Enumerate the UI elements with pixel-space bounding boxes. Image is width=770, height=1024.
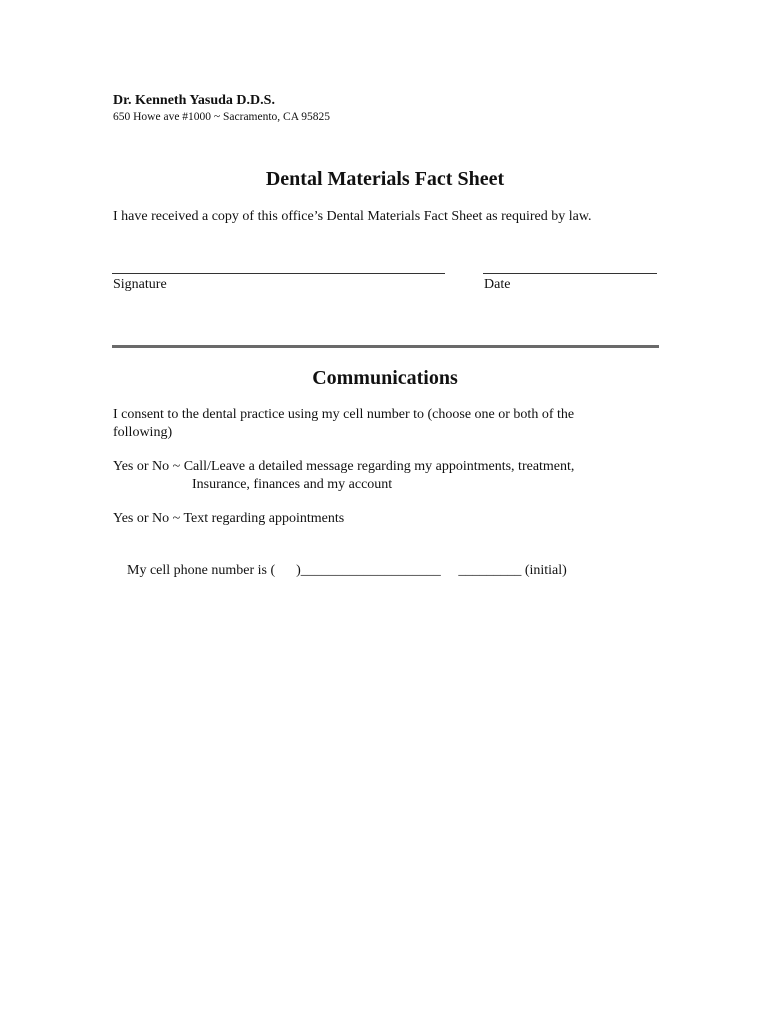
phone-number-blank[interactable]: )____________________ xyxy=(275,563,441,578)
call-option-line-1: Yes or No ~ Call/Leave a detailed message regarding my appointments, treatment, xyxy=(113,459,575,474)
phone-label: My cell phone number is ( xyxy=(127,563,276,578)
signature-line[interactable] xyxy=(112,273,445,274)
doctor-name: Dr. Kenneth Yasuda D.D.S. xyxy=(113,93,275,108)
date-label: Date xyxy=(484,277,511,292)
initial-blank[interactable]: _________ xyxy=(440,563,522,578)
office-address: 650 Howe ave #1000 ~ Sacramento, CA 95825 xyxy=(113,111,331,123)
fact-sheet-title: Dental Materials Fact Sheet xyxy=(265,168,505,190)
consent-text: I consent to the dental practice using my cell number to (choose one or both of the following) xyxy=(113,407,575,440)
signature-label: Signature xyxy=(113,277,167,292)
date-line[interactable] xyxy=(483,273,657,274)
text-option: Yes or No ~ Text regarding appointments xyxy=(113,511,345,526)
section-divider xyxy=(112,345,659,348)
initial-label: (initial) xyxy=(521,563,567,578)
phone-number-row xyxy=(113,544,567,598)
call-option-line-2: Insurance, finances and my account xyxy=(192,477,393,492)
acknowledgement-text: I have received a copy of this office’s Dental Materials Fact Sheet as required by law. xyxy=(113,209,592,224)
communications-title: Communications xyxy=(312,367,458,389)
